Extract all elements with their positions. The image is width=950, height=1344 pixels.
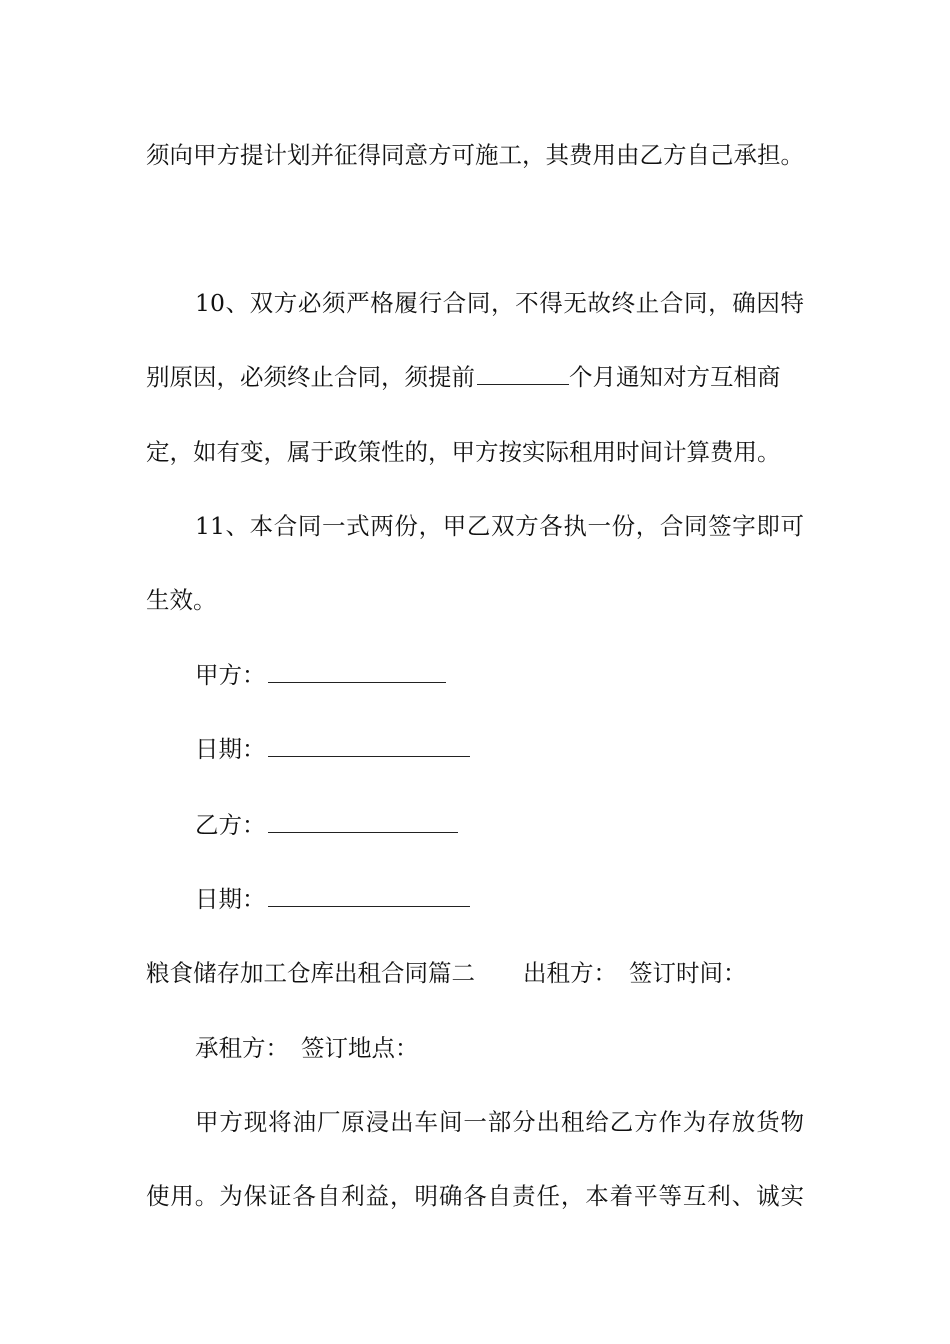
sign-time-label: 签订时间： [629, 959, 747, 987]
date-2-blank [268, 886, 470, 907]
date-1-signature-line [195, 734, 470, 764]
date-1-blank [268, 736, 470, 757]
clause-10-line-3: 定，如有变，属于政策性的，甲方按实际租用时间计算费用。 [146, 438, 781, 466]
date-2-label: 日期： [195, 885, 266, 913]
clause-10-line-2 [146, 362, 781, 392]
section-2-body-line-2: 使用。为保证各自利益，明确各自责任，本着平等互利、诚实 [146, 1182, 804, 1210]
party-a-signature-line [195, 660, 446, 690]
clause-10-text-before-blank: 别原因，必须终止合同，须提前 [146, 363, 475, 391]
lessor-label: 出租方： [523, 959, 617, 987]
clause-11-line-1: 11、本合同一式两份，甲乙双方各执一份，合同签字即可 [195, 512, 804, 540]
clause-10-line-1: 10、双方必须严格履行合同，不得无故终止合同，确因特 [195, 289, 804, 317]
section-2-heading: 粮食储存加工仓库出租合同篇二 [146, 959, 475, 987]
party-b-blank [268, 812, 458, 833]
lessee-line [195, 1033, 419, 1063]
clause-10-text-after-blank: 个月通知对方互相商 [569, 363, 781, 391]
section-2-body-line-1: 甲方现将油厂原浸出车间一部分出租给乙方作为存放货物 [195, 1108, 804, 1136]
date-1-label: 日期： [195, 735, 266, 763]
clause-11-line-2: 生效。 [146, 586, 217, 614]
party-b-label: 乙方： [195, 811, 266, 839]
sign-place-label: 签订地点： [301, 1034, 419, 1062]
party-a-label: 甲方： [195, 661, 266, 689]
lessee-label: 承租方： [195, 1034, 289, 1062]
section-2-heading-line [146, 958, 747, 988]
months-notice-blank [477, 364, 569, 385]
party-b-signature-line [195, 810, 458, 840]
party-a-blank [268, 662, 446, 683]
date-2-signature-line [195, 884, 470, 914]
paragraph-9-continuation: 须向甲方提计划并征得同意方可施工，其费用由乙方自己承担。 [146, 141, 804, 169]
